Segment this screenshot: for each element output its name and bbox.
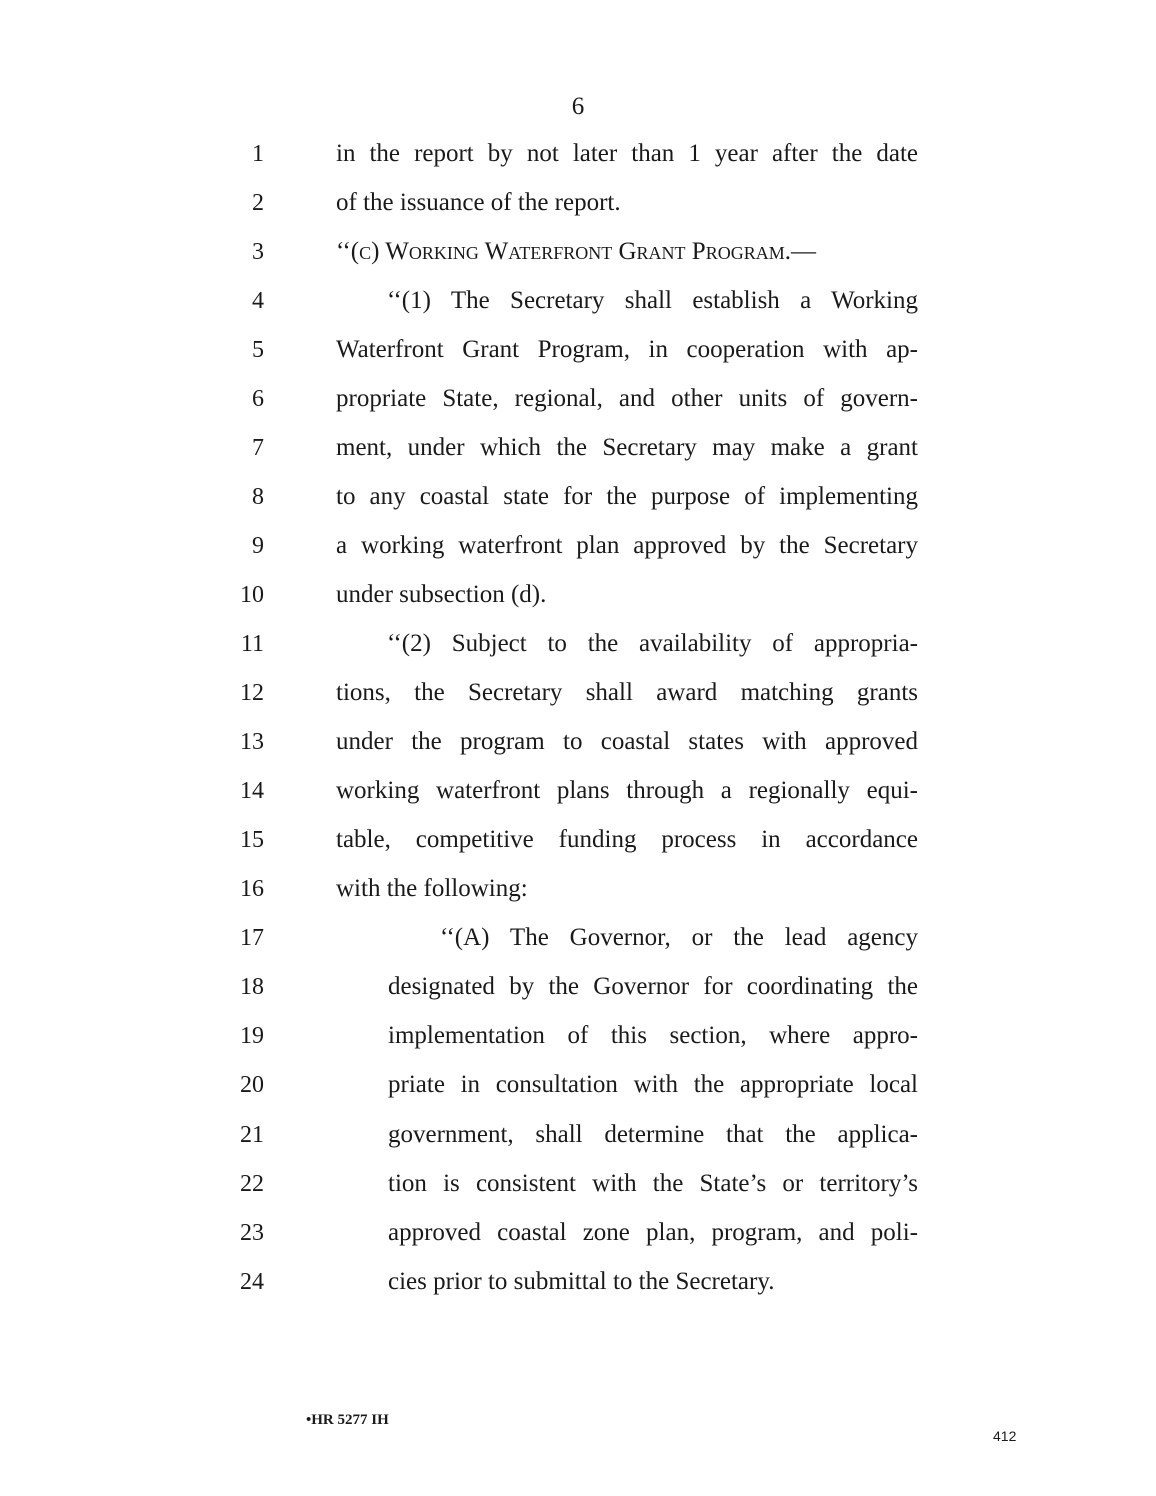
line-text: designated by the Governor for coordinating the xyxy=(388,973,918,1000)
line-text: ment, under which the Secretary may make a grant xyxy=(336,434,918,461)
line-number: 11 xyxy=(240,631,264,657)
line-number: 24 xyxy=(240,1269,264,1295)
line-number: 5 xyxy=(252,337,264,363)
line-text: under subsection (d). xyxy=(336,581,547,608)
line-text: to any coastal state for the purpose of implementing xyxy=(336,483,918,510)
line-number: 10 xyxy=(240,582,264,608)
line-number: 4 xyxy=(252,288,264,314)
line-number: 16 xyxy=(240,876,264,902)
line-text: in the report by not later than 1 year after the date xyxy=(336,140,918,167)
line-number: 13 xyxy=(240,729,264,755)
line-number: 15 xyxy=(240,827,264,853)
sheet-number: 412 xyxy=(993,1428,1017,1444)
line-number: 8 xyxy=(252,484,264,510)
line-text: table, competitive funding process in accordance xyxy=(336,826,918,853)
line-number: 23 xyxy=(240,1220,264,1246)
line-text: Waterfront Grant Program, in cooperation with ap- xyxy=(336,336,918,363)
line-number: 20 xyxy=(240,1072,264,1098)
line-number: 12 xyxy=(240,680,264,706)
line-number: 19 xyxy=(240,1023,264,1049)
line-text: a working waterfront plan approved by the Secretary xyxy=(336,532,918,559)
line-text: priate in consultation with the appropriate local xyxy=(388,1071,918,1098)
line-number: 6 xyxy=(252,386,264,412)
line-text: ‘‘(2) Subject to the availability of appropria- xyxy=(387,630,918,657)
line-text: ‘‘(A) The Governor, or the lead agency xyxy=(440,924,918,951)
line-text: cies prior to submittal to the Secretary. xyxy=(388,1268,775,1295)
line-text: ‘‘(1) The Secretary shall establish a Working xyxy=(387,287,918,314)
line-number: 7 xyxy=(252,435,264,461)
line-text: tions, the Secretary shall award matching grants xyxy=(336,679,918,706)
line-text: implementation of this section, where appro- xyxy=(388,1022,918,1049)
line-number: 22 xyxy=(240,1171,264,1197)
subsection-heading: ‘‘(c) Working Waterfront Grant Program.— xyxy=(336,238,816,265)
line-number: 14 xyxy=(240,778,264,804)
line-number: 1 xyxy=(252,141,264,167)
line-number: 3 xyxy=(252,239,264,265)
line-text: under the program to coastal states with approved xyxy=(336,728,918,755)
line-number: 21 xyxy=(240,1122,264,1148)
line-number: 9 xyxy=(252,533,264,559)
line-number: 18 xyxy=(240,974,264,1000)
line-number: 2 xyxy=(252,190,264,216)
page-number: 6 xyxy=(571,93,585,120)
line-text: of the issuance of the report. xyxy=(336,189,621,216)
line-text: working waterfront plans through a regionally equi- xyxy=(336,777,918,804)
line-text: approved coastal zone plan, program, and poli- xyxy=(388,1219,918,1246)
line-text: government, shall determine that the applica- xyxy=(388,1121,918,1148)
bill-identifier: •HR 5277 IH xyxy=(306,1412,389,1428)
line-number: 17 xyxy=(240,925,264,951)
line-text: tion is consistent with the State’s or territory’s xyxy=(388,1170,918,1197)
line-text: propriate State, regional, and other units of govern- xyxy=(336,385,918,412)
line-text: with the following: xyxy=(336,875,528,902)
